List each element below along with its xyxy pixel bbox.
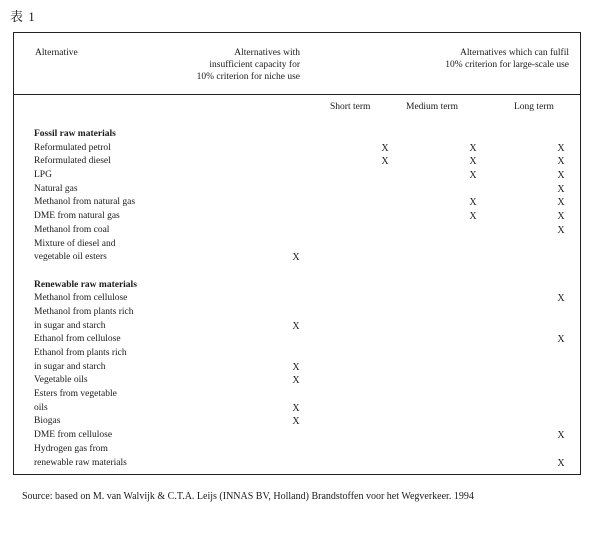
mark-long-term: X xyxy=(557,293,565,305)
mark-long-term: X xyxy=(557,197,565,209)
table-row xyxy=(34,210,579,224)
table-row xyxy=(34,306,579,320)
mark-short-term: X xyxy=(381,156,389,168)
spacer-row xyxy=(34,265,579,279)
table-row xyxy=(34,388,579,402)
mark-insufficient: X xyxy=(292,252,300,264)
section-heading-row xyxy=(34,128,579,142)
row-label: DME from cellulose xyxy=(34,430,113,441)
mark-insufficient: X xyxy=(292,375,300,387)
table-row xyxy=(34,415,579,429)
header-large-scale-line: 10% criterion for large-scale use xyxy=(445,60,569,70)
mark-long-term: X xyxy=(557,224,565,236)
row-label: vegetable oil esters xyxy=(34,252,107,263)
mark-insufficient: X xyxy=(292,416,300,428)
mark-long-term: X xyxy=(557,457,565,469)
row-label: Methanol from cellulose xyxy=(34,293,128,304)
header-divider xyxy=(14,94,580,95)
header-large-scale xyxy=(409,47,569,71)
header-insufficient-line: insufficient capacity for xyxy=(209,60,300,70)
row-label: oils xyxy=(34,402,48,413)
row-label: DME from natural gas xyxy=(34,211,120,222)
row-label: LPG xyxy=(34,170,52,181)
table-row xyxy=(34,429,579,443)
subheader-long-term: Long term xyxy=(514,102,554,112)
table-row xyxy=(34,374,579,388)
mark-long-term: X xyxy=(557,183,565,195)
row-label: Ethanol from cellulose xyxy=(34,334,121,345)
row-label: Methanol from coal xyxy=(34,224,110,235)
row-label: in sugar and starch xyxy=(34,361,106,372)
table-row xyxy=(34,320,579,334)
row-label: Biogas xyxy=(34,416,61,427)
mark-long-term: X xyxy=(557,156,565,168)
table-row xyxy=(34,183,579,197)
table-row xyxy=(34,361,579,375)
row-label: Esters from vegetable xyxy=(34,389,117,400)
header-insufficient-line: 10% criterion for niche use xyxy=(196,72,300,82)
table-row xyxy=(34,251,579,265)
row-label: renewable raw materials xyxy=(34,457,127,468)
mark-insufficient: X xyxy=(292,402,300,414)
row-label: Reformulated diesel xyxy=(34,156,111,167)
section-heading-row xyxy=(34,279,579,293)
mark-long-term: X xyxy=(557,211,565,223)
table-row xyxy=(34,224,579,238)
table-body xyxy=(34,128,579,470)
mark-long-term: X xyxy=(557,334,565,346)
subheader-short-term: Short term xyxy=(330,102,371,112)
mark-insufficient: X xyxy=(292,320,300,332)
header-alternative: Alternative xyxy=(35,48,78,58)
table-row xyxy=(34,457,579,471)
table-caption: 表 1 xyxy=(10,9,36,24)
row-label: Methanol from natural gas xyxy=(34,197,136,208)
table-row xyxy=(34,155,579,169)
table-row xyxy=(34,292,579,306)
table-row xyxy=(34,196,579,210)
table-row xyxy=(34,238,579,252)
row-label: Hydrogen gas from xyxy=(34,443,108,454)
row-label: in sugar and starch xyxy=(34,320,106,331)
header-insufficient-line: Alternatives with xyxy=(234,48,300,58)
source-note: Source: based on M. van Walvijk & C.T.A. Leijs (INNAS BV, Holland) Brandstoffen voor het Wegverkeer. 1994 xyxy=(22,491,474,502)
mark-long-term: X xyxy=(557,170,565,182)
mark-long-term: X xyxy=(557,430,565,442)
table-row xyxy=(34,169,579,183)
row-label: Reformulated petrol xyxy=(34,142,111,153)
row-label: Vegetable oils xyxy=(34,375,88,386)
mark-medium-term: X xyxy=(469,197,477,209)
row-label: Mixture of diesel and xyxy=(34,238,116,249)
mark-medium-term: X xyxy=(469,142,477,154)
row-label: Natural gas xyxy=(34,183,78,194)
section-heading: Fossil raw materials xyxy=(34,129,116,139)
table-row xyxy=(34,333,579,347)
row-label: Ethanol from plants rich xyxy=(34,348,127,358)
mark-medium-term: X xyxy=(469,170,477,182)
table-row xyxy=(34,402,579,416)
mark-insufficient: X xyxy=(292,361,300,373)
table-row xyxy=(34,142,579,156)
header-insufficient-capacity xyxy=(164,47,300,83)
mark-medium-term: X xyxy=(469,211,477,223)
mark-short-term: X xyxy=(381,142,389,154)
table-row xyxy=(34,443,579,457)
subheader-medium-term: Medium term xyxy=(406,102,458,112)
row-label: Methanol from plants rich xyxy=(34,306,134,317)
header-large-scale-line: Alternatives which can fulfil xyxy=(460,48,569,58)
mark-medium-term: X xyxy=(469,156,477,168)
table-row xyxy=(34,347,579,361)
section-heading: Renewable raw materials xyxy=(34,279,137,290)
mark-long-term: X xyxy=(557,142,565,154)
